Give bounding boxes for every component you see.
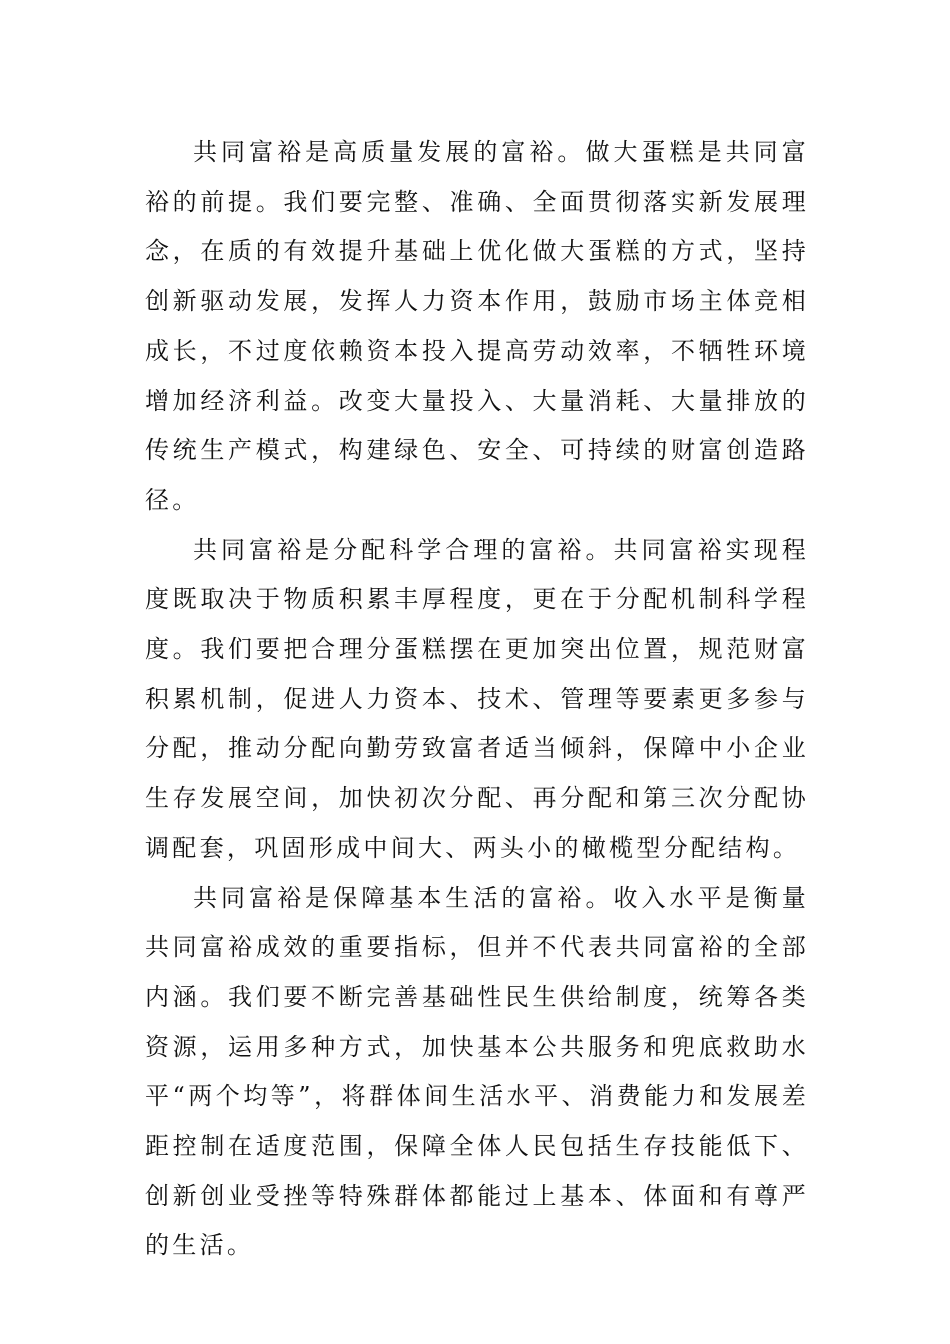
paragraph-scientific-distribution: 共同富裕是分配科学合理的富裕。共同富裕实现程度既取决于物质积累丰厚程度，更在于分配机制科学程度。我们要把合理分蛋糕摆在更加突出位置，规范财富积累机制，促进人力资本、技术、管理等要素更多参与分配，推动分配向勤劳致富者适当倾斜，保障中小企业生存发展空间，加快初次分配、再分配和第三次分配协调配套，巩固形成中间大、两头小的橄榄型分配结构。 <box>145 535 809 862</box>
paragraph-high-quality-development: 共同富裕是高质量发展的富裕。做大蛋糕是共同富裕的前提。我们要完整、准确、全面贯彻落实新发展理念，在质的有效提升基础上优化做大蛋糕的方式，坚持创新驱动发展，发挥人力资本作用，鼓励市场主体竞相成长，不过度依赖资本投入提高劳动效率，不牺牲环境增加经济利益。改变大量投入、大量消耗、大量排放的传统生产模式，构建绿色、安全、可持续的财富创造路径。 <box>145 138 809 514</box>
document-body <box>145 128 809 1271</box>
paragraph-basic-living-security: 共同富裕是保障基本生活的富裕。收入水平是衡量共同富裕成效的重要指标，但并不代表共同富裕的全部内涵。我们要不断完善基础性民生供给制度，统筹各类资源，运用多种方式，加快基本公共服务和兜底救助水平“两个均等”，将群体间生活水平、消费能力和发展差距控制在适度范围，保障全体人民包括生存技能低下、创新创业受挫等特殊群体都能过上基本、体面和有尊严的生活。 <box>145 883 809 1260</box>
